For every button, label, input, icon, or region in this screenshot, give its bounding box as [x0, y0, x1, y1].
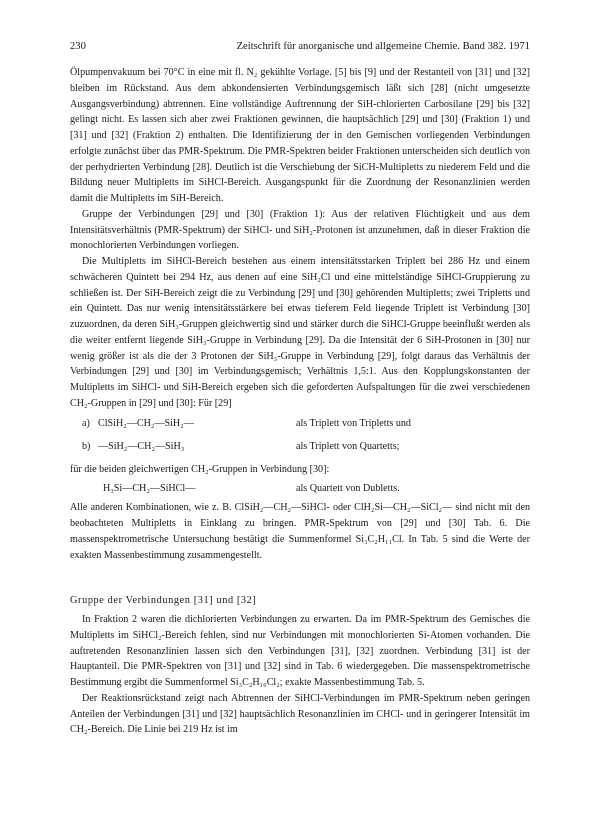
paragraph-4: für die beiden gleichwertigen CH₂-Gruppen in Verbindung [30]: — [70, 463, 330, 475]
assignment-a — [70, 416, 530, 435]
assignment-b-text: als Triplett von Quartetts; — [296, 440, 400, 452]
paragraph-3: Die Multipletts im SiHCl-Bereich bestehen aus einem intensitätsstarken Triplett bei 286 Hz und einem schwächeren Quintett bei 294 Hz, aus denen auf eine SiH₂Cl und eine mittelständige SiHCl-Gruppierung zu schließen ist. Der SiH-Bereich zeigt die zu Verbindung [29] und [30] gehörenden Multipletts; zwei Tripletts und ein Quintett. Das nur wenig intensitätsstärkere bei etwas tieferem Feld liegende Triplett ist Verbindung [30] zuzuordnen, da deren SiH₃-Gruppen gleichwertig sind und stärker durch die SiHCl-Gruppe beeinflußt werden als die weiter entfernt liegende SiH₃-Gruppe in Verbindung [29]. Da die Intensität der 6 SiH-Protonen in [30] nur wenig größer ist als die der 3 Protonen der SiH₃-Gruppe in Verbindung [29], folgt daraus das Verhältnis der Verbindungen [29] und [30] im Verbindungsgemisch; Verhältnis 1,5:1. Aus den Kopplungskonstanten der Multipletts im SiHCl- und SiH-Bereich ergeben sich die geforderten Aufspaltungen für die zwei verschiedenen CH₂-Gruppen in [29] und [30]: Für [29] — [70, 256, 530, 409]
assignment-a-label: a) — [82, 417, 90, 429]
assignment-c-formula: H₃Si—CH₂—SiHCl— — [103, 483, 196, 495]
paragraph-2: Gruppe der Verbindungen [29] und [30] (Fraktion 1): Aus der relativen Flüchtigkeit und aus dem Intensitätsverhältnis (PMR-Spektrum) der SiHCl- und SiH₂-Protonen ist anzunehmen, daß in dieser Fraktion die monochlorierten Verbindungen vorliegen. — [70, 208, 530, 252]
paragraph-6: In Fraktion 2 waren die dichlorierten Verbindungen zu erwarten. Da im PMR-Spektrum des Gemisches die Multipletts im SiHCl₂-Bereich fehlen, sind nur Verbindungen mit monochlorierten Si-Atomen vorhanden. Die auftretenden Resonanzlinien lassen sich den Verbindungen [31], [32] zuordnen. Verbindung [31] ist der Hauptanteil. Die PMR-Spektren von [31] und [32] sind in Tab. 6 wiedergegeben. Die massenspektrometrische Bestimmung ergibt die Summenformel Si₃C₂H₁₀Cl₂; exakte Massenbestimmung Tab. 5. — [70, 614, 530, 688]
assignment-a-text: als Triplett von Tripletts und — [296, 417, 411, 429]
page-header — [70, 40, 530, 54]
paragraph-7: Der Reaktionsrückstand zeigt nach Abtrennen der SiHCl-Verbindungen im PMR-Spektrum neben geringen Anteilen der Verbindungen [31] und [32] hauptsächlich Resonanzlinien im CHCl- und in geringerer Intensität im CH₂-Bereich. Die Linie bei 219 Hz ist im — [70, 692, 530, 736]
section-heading: Gruppe der Verbindungen [31] und [32] — [70, 595, 257, 607]
journal-title: Zeitschrift für anorganische und allgemeine Chemie. Band 382. 1971 — [236, 41, 530, 52]
assignment-b-formula: —SiH₂—CH₂—SiH₃ — [98, 440, 185, 452]
paragraph-1: Ölpumpenvakuum bei 70°C in eine mit fl. N₂ gekühlte Vorlage. [5] bis [9] und der Restanteil von [31] und [32] bleiben im Rückstand. Aus dem abkondensierten Verbindungsgemisch läßt sich [28] (nicht umgesetzte Ausgangsverbindung) abtrennen. Eine vollständige Auftrennung der SiH-chlorierten Carbosilane [29] bis [32] gelingt nicht. Es lassen sich aber zwei Fraktionen gewinnen, die hauptsächlich [29] und [30] (Fraktion 1) und [31] und [32] (Fraktion 2) enthalten. Die Identifizierung der in den Gemischen vorliegenden Verbindungen erfolgte zunächst über das PMR-Spektrum. Die PMR-Spektren beider Fraktionen unterscheiden sich deutlich von der perhydrierten Verbindung [28]. Deutlich ist die Verschiebung der SiCH-Multipletts zu niederem Feld und die Bildung neuer Multipletts im SiHCl-Bereich. Ausgangspunkt für die Zuordnung der Resonanzlinien werden damit die Multipletts im SiH-Bereich. — [70, 67, 530, 204]
paragraph-5: Alle anderen Kombinationen, wie z. B. ClSiH₂—CH₂—SiHCl- oder ClH₂Si—CH₂—SiCl₂— sind nicht mit den beobachteten Multipletts in Einklang zu bringen. PMR-Spektrum von [29] und [30] Tab. 6. Die massenspektrometrische Untersuchung bestätigt die Summenformel Si₃C₂H₁₁Cl. In Tab. 5 sind die Werte der exakten Massenbestimmung zusammengestellt. — [70, 502, 530, 561]
assignment-c-text: als Quartett von Dubletts. — [296, 483, 400, 495]
assignment-c — [70, 481, 530, 500]
page-number: 230 — [70, 41, 86, 52]
assignment-a-formula: ClSiH₂—CH₂—SiH₂— — [98, 417, 194, 429]
assignment-b — [70, 439, 530, 458]
assignment-b-label: b) — [82, 440, 91, 452]
article-body — [70, 65, 530, 738]
